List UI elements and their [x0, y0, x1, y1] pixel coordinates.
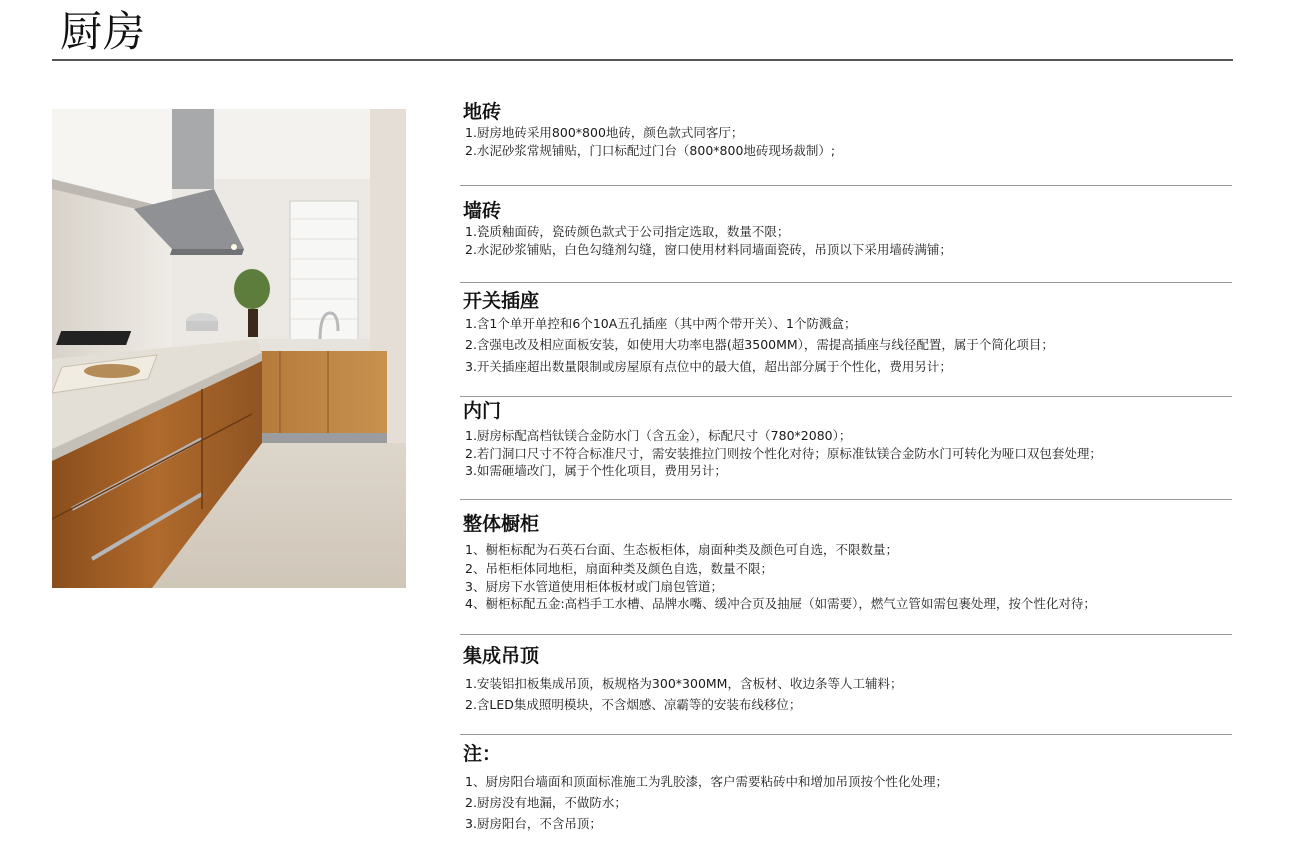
section-divider [460, 499, 1232, 500]
spec-line: 1、橱柜标配为石英石台面、生态板柜体，扇面种类及颜色可自选，不限数量； [465, 542, 898, 557]
section-divider [460, 185, 1232, 186]
section-title: 地砖 [463, 101, 502, 123]
section-interior-door [460, 399, 1233, 480]
section-wall-tile [460, 199, 1233, 258]
section-divider [460, 282, 1232, 283]
section-switch-socket [460, 289, 1233, 378]
spec-line: 1.安装铝扣板集成吊顶，板规格为300*300MM，含板材、收边条等人工辅料； [465, 676, 903, 691]
section-title: 内门 [463, 400, 502, 422]
section-title: 注： [463, 743, 502, 765]
section-title: 集成吊顶 [463, 645, 540, 667]
spec-line: 3.如需砸墙改门，属于个性化项目，费用另计； [465, 463, 727, 478]
spec-line: 2.厨房没有地漏，不做防水； [465, 795, 627, 810]
section-divider [460, 396, 1232, 397]
section-title: 开关插座 [463, 290, 540, 312]
section-ceiling [460, 644, 1233, 715]
spec-line: 2.水泥砂浆铺贴，白色勾缝剂勾缝，窗口使用材料同墙面瓷砖，吊顶以下采用墙砖满铺； [465, 241, 952, 257]
section-cabinets [460, 512, 1233, 613]
section-title: 整体橱柜 [463, 513, 540, 535]
spec-line: 2.含LED集成照明模块，不含烟感、凉霸等的安装布线移位； [465, 697, 802, 712]
spec-line: 3、厨房下水管道使用柜体板材或门扇包管道； [465, 578, 723, 594]
spec-line: 1.瓷质釉面砖，瓷砖颜色款式于公司指定选取，数量不限； [465, 224, 790, 239]
section-title: 墙砖 [463, 200, 502, 222]
spec-line: 2.水泥砂浆常规铺贴，门口标配过门台（800*800地砖现场裁制）; [465, 142, 836, 158]
spec-line: 2、吊柜柜体同地柜，扇面种类及颜色自选，数量不限； [465, 561, 773, 576]
kitchen-photo [52, 109, 406, 588]
title-divider [52, 59, 1233, 61]
page-title: 厨房 [60, 7, 147, 56]
spec-line: 2.含强电改及相应面板安装，如使用大功率电器(超3500MM），需提高插座与线径配置，属于个简化项目； [465, 337, 1054, 352]
spec-line: 1.厨房地砖采用800*800地砖，颜色款式同客厅； [465, 125, 744, 140]
spec-line: 3.开关插座超出数量限制或房屋原有点位中的最大值，超出部分属于个性化，费用另计； [465, 359, 952, 374]
section-notes [460, 742, 1233, 834]
spec-line: 2.若门洞口尺寸不符合标准尺寸，需安装推拉门则按个性化对待；原标准钛镁合金防水门可转化为哑口双包套处理； [465, 445, 1102, 461]
spec-line: 1.含1个单开单控和6个10A五孔插座（其中两个带开关）、1个防溅盒； [465, 316, 857, 331]
spec-line: 1、厨房阳台墙面和顶面标准施工为乳胶漆，客户需要粘砖中和增加吊顶按个性化处理； [465, 774, 948, 789]
spec-line: 3.厨房阳台，不含吊顶； [465, 816, 602, 831]
section-divider [460, 634, 1232, 635]
spec-line: 1.厨房标配高档钛镁合金防水门（含五金），标配尺寸（780*2080）； [465, 428, 852, 443]
spec-line: 4、橱柜标配五金:高档手工水槽、品牌水嘴、缓冲合页及抽屉（如需要），燃气立管如需包裹处理，按个性化对待； [465, 596, 1096, 611]
section-divider [460, 734, 1232, 735]
section-floor-tile [460, 100, 1233, 159]
